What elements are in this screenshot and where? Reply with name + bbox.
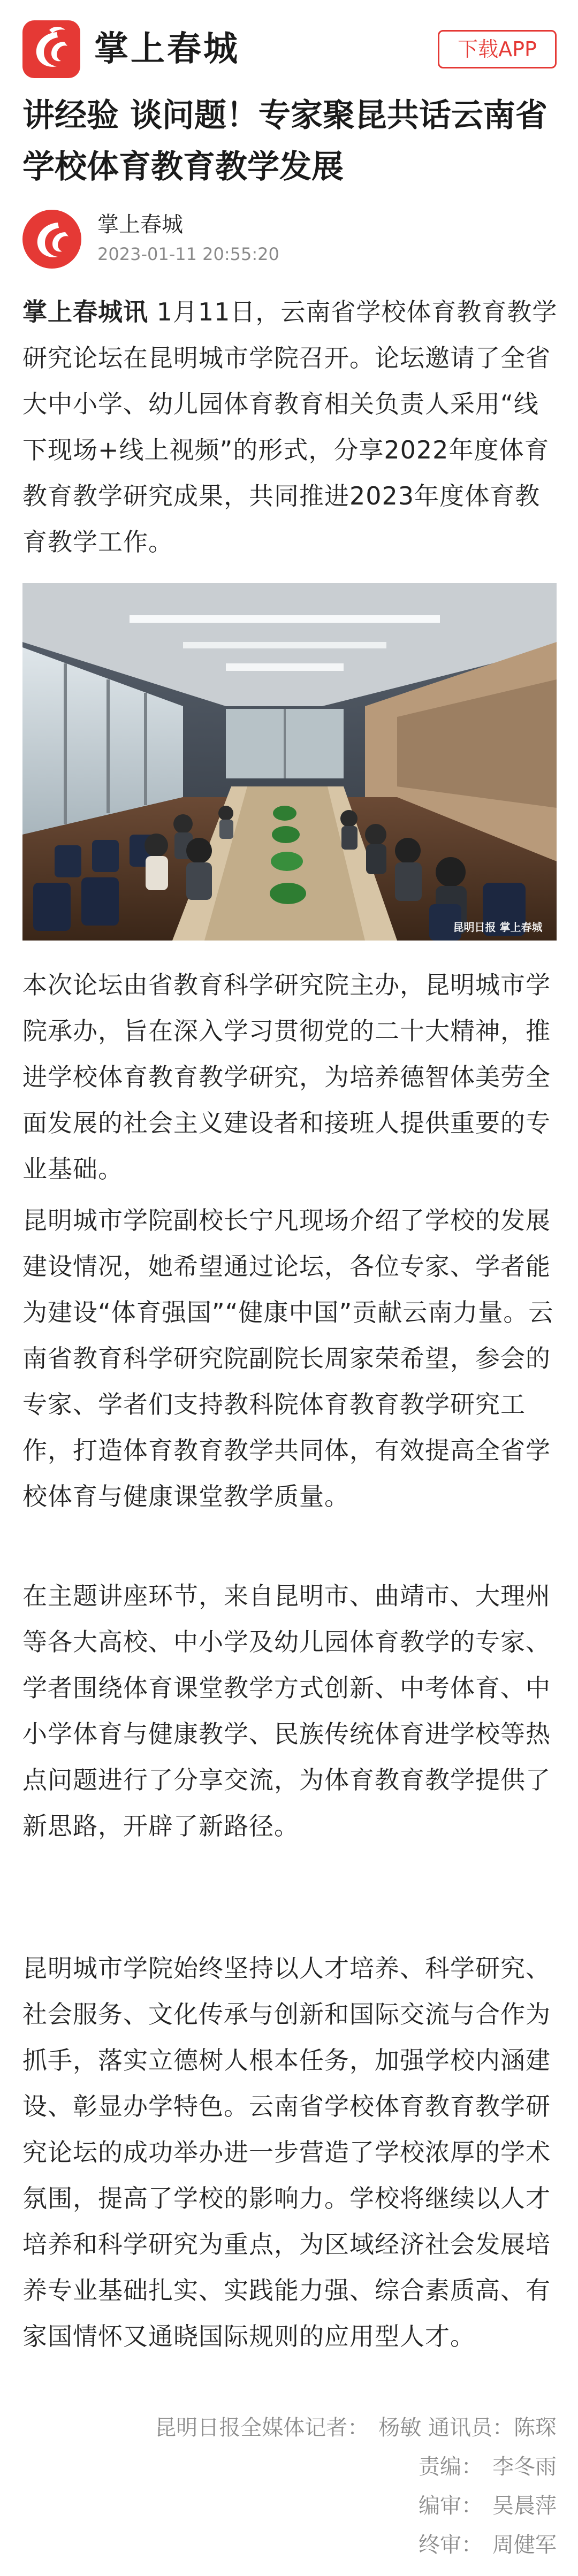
article-paragraph-1 <box>22 289 558 565</box>
credit-value: 周健军 <box>492 2533 557 2557</box>
photo-watermark: 昆明日报 掌上春城 <box>453 921 543 934</box>
credit-editor <box>419 2452 557 2482</box>
author-name[interactable]: 掌上春城 <box>97 212 183 237</box>
author-avatar[interactable] <box>22 210 81 269</box>
credit-label: 责编： <box>419 2455 483 2479</box>
top-app-bar <box>0 0 578 96</box>
publish-time: 2023-01-11 20:55:20 <box>97 244 279 264</box>
credit-reporter <box>155 2413 557 2443</box>
credit-label: 终审： <box>419 2533 483 2557</box>
credit-value: 李冬雨 <box>492 2455 557 2479</box>
credit-label: 编审： <box>419 2494 483 2518</box>
app-name: 掌上春城 <box>94 29 240 69</box>
article-paragraph-4: 在主题讲座环节，来自昆明市、曲靖市、大理州等各大高校、中小学及幼儿园体育教学的专家、学者围绕体育课堂教学方式创新、中考体育、中小学体育与健康教学、民族传统体育进学校等热点问题进行了分享交流，为体育教育教学提供了新思路，开辟了新路径。 <box>22 1581 551 1840</box>
credit-label: 昆明日报全媒体记者： <box>155 2416 369 2440</box>
lead-source: 掌上春城讯 <box>22 297 148 326</box>
article-paragraph-3: 昆明城市学院副校长宁凡现场介绍了学校的发展建设情况，她希望通过论坛，各位专家、学者能为建设“体育强国”“健康中国”贡献云南力量。云南省教育科学研究院副院长周家荣希望，参会的专家、学者们支持教科院体育教育教学研究工作，打造体育教育教学共同体，有效提高全省学校体育与健康课堂教学质量。 <box>22 1206 554 1511</box>
article-paragraph-2: 本次论坛由省教育科学研究院主办，昆明城市学院承办，旨在深入学习贯彻党的二十大精神，推进学校体育教育教学研究，为培养德智体美劳全面发展的社会主义建设者和接班人提供重要的专业基础。 <box>22 970 551 1183</box>
article-title: 讲经验 谈问题！专家聚昆共话云南省学校体育教育教学发展 <box>22 97 547 186</box>
credit-reviewer <box>419 2491 557 2521</box>
article-photo[interactable] <box>22 583 557 941</box>
credit-value: 杨敏 通讯员：陈琛 <box>378 2416 557 2440</box>
spring-city-logo-icon[interactable] <box>22 20 80 78</box>
download-app-button[interactable]: 下载APP <box>438 30 557 68</box>
credit-final-reviewer <box>419 2530 557 2560</box>
credit-value: 吴晨萍 <box>492 2494 557 2518</box>
article-paragraph-5: 昆明城市学院始终坚持以人才培养、科学研究、社会服务、文化传承与创新和国际交流与合作为抓手，落实立德树人根本任务，加强学校内涵建设、彰显办学特色。云南省学校体育教育教学研究论坛的成功举办进一步营造了学校浓厚的学术氛围，提高了学校的影响力。学校将继续以人才培养和科学研究为重点，为区域经济社会发展培养专业基础扎实、实践能力强、综合素质高、有家国情怀又通晓国际规则的应用型人才。 <box>22 1954 551 2351</box>
paragraph-text: 1月11日，云南省学校体育教育教学研究论坛在昆明城市学院召开。论坛邀请了全省大中小学、幼儿园体育教育相关负责人采用“线下现场+线上视频”的形式，分享2022年度体育教育教学研究成果，共同推进2023年度体育教育教学工作。 <box>22 297 558 556</box>
